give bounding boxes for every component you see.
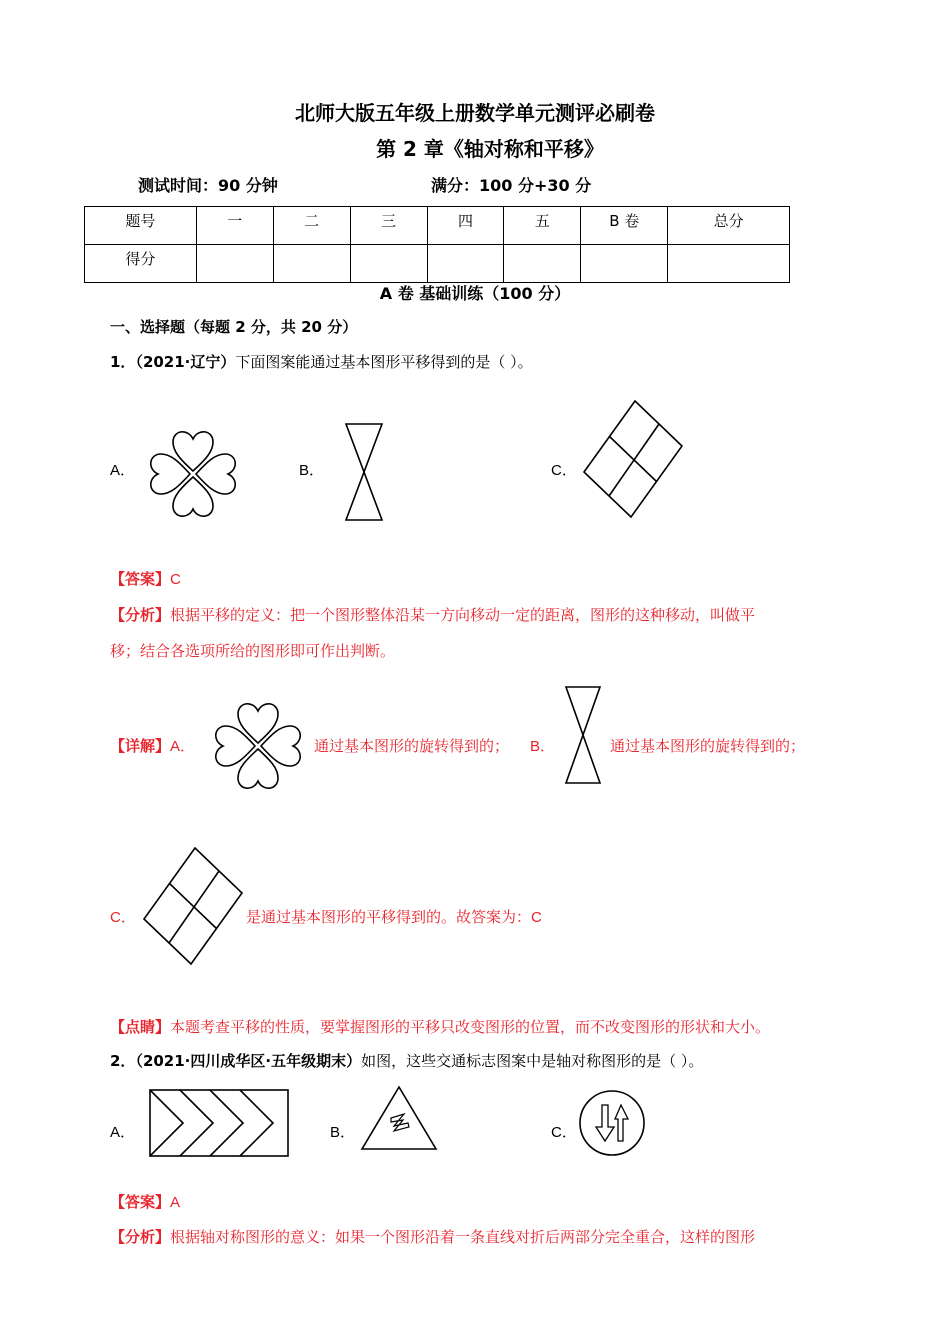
part-one-heading: 一、选择题（每题 2 分，共 20 分） <box>110 318 358 336</box>
answer-value: A <box>170 1194 181 1211</box>
q1-answer <box>110 568 181 589</box>
detail-c-sentence: 是通过基本图形的平移得到的。故答案为： <box>246 908 532 926</box>
detail-b-text: 通过基本图形的旋转得到的； <box>610 737 806 755</box>
table-header-cell: B 卷 <box>581 207 668 245</box>
table-header-cell: 三 <box>350 207 427 245</box>
question-text: 如图，这些交通标志图案中是轴对称图形的是（ ）。 <box>361 1052 704 1070</box>
section-a-title: A 卷 基础训练（100 分） <box>379 284 571 303</box>
test-time: 测试时间：90 分钟 <box>138 176 278 195</box>
point-text: 本题考查平移的性质，要掌握图形的平移只改变图形的位置，而不改变图形的形状和大小。 <box>170 1018 771 1036</box>
chapter-subtitle: 第 2 章《轴对称和平移》 <box>376 137 604 161</box>
score-cell[interactable] <box>427 245 504 283</box>
table-header-cell: 二 <box>273 207 350 245</box>
detail-c-answer: C <box>531 909 542 926</box>
detail-line-1 <box>110 735 195 756</box>
score-cell[interactable] <box>668 245 790 283</box>
q2-answer <box>110 1191 180 1212</box>
option-b-label: B． <box>330 1124 356 1141</box>
question-text: 下面图案能通过基本图形平移得到的是（ ）。 <box>235 353 533 371</box>
table-header-cell: 四 <box>427 207 504 245</box>
table-score-row <box>85 245 790 283</box>
question-1 <box>110 351 533 372</box>
heart-clover-figure <box>140 426 246 522</box>
analysis-text: 根据平移的定义：把一个图形整体沿某一方向移动一定的距离，图形的这种移动，叫做平 <box>170 606 756 624</box>
parallelogram-grid-figure <box>582 399 684 521</box>
score-cell[interactable] <box>350 245 427 283</box>
score-cell[interactable] <box>273 245 350 283</box>
option-c-label: C． <box>551 462 577 479</box>
table-header-cell: 题号 <box>85 207 197 245</box>
q1-analysis-line-2: 移；结合各选项所给的图形即可作出判断。 <box>110 642 396 660</box>
detail-heart-clover-figure <box>205 698 311 794</box>
detail-c-label: C． <box>110 909 136 926</box>
analysis-tag: 【分析】 <box>110 1228 171 1246</box>
question-source: （2021·辽宁） <box>135 353 236 371</box>
analysis-tag: 【分析】 <box>110 606 171 624</box>
q2-analysis-line-1 <box>110 1226 755 1247</box>
hourglass-figure <box>344 422 384 522</box>
option-b-label: B． <box>299 462 325 479</box>
full-score: 满分：100 分+30 分 <box>431 176 592 195</box>
detail-a-text: 通过基本图形的旋转得到的； <box>314 737 510 755</box>
detail-a-label: A． <box>170 738 196 755</box>
round-arrow-sign-figure <box>578 1089 646 1157</box>
document-title: 北师大版五年级上册数学单元测评必刷卷 <box>295 101 655 125</box>
answer-tag: 【答案】 <box>110 570 171 588</box>
question-number: 1． <box>110 353 136 371</box>
analysis-text: 根据轴对称图形的意义：如果一个图形沿着一条直线对折后两部分完全重合，这样的图形 <box>170 1228 756 1246</box>
score-cell[interactable] <box>581 245 668 283</box>
q1-analysis-line-1 <box>110 604 755 625</box>
answer-tag: 【答案】 <box>110 1193 171 1211</box>
detail-tag: 【详解】 <box>110 737 171 755</box>
question-source: （2021·四川成华区·五年级期末） <box>135 1052 362 1070</box>
triangle-sign-figure <box>360 1085 438 1151</box>
detail-b-label: B． <box>530 738 556 755</box>
option-c-label: C． <box>551 1124 577 1141</box>
answer-value: C <box>170 571 181 588</box>
score-cell[interactable] <box>504 245 581 283</box>
score-row-label: 得分 <box>85 245 197 283</box>
chevron-sign-figure <box>148 1088 290 1158</box>
score-cell[interactable] <box>196 245 273 283</box>
option-a-label: A． <box>110 1124 136 1141</box>
q1-point <box>110 1016 770 1037</box>
detail-c-text <box>246 906 542 927</box>
detail-hourglass-figure <box>564 685 602 785</box>
question-number: 2． <box>110 1052 136 1070</box>
score-table <box>84 206 790 283</box>
table-header-cell: 一 <box>196 207 273 245</box>
detail-parallelogram-grid-figure <box>142 846 244 968</box>
option-a-label: A． <box>110 462 136 479</box>
table-header-row <box>85 207 790 245</box>
question-2 <box>110 1050 703 1071</box>
table-header-cell: 五 <box>504 207 581 245</box>
table-header-cell: 总分 <box>668 207 790 245</box>
point-tag: 【点睛】 <box>110 1018 171 1036</box>
